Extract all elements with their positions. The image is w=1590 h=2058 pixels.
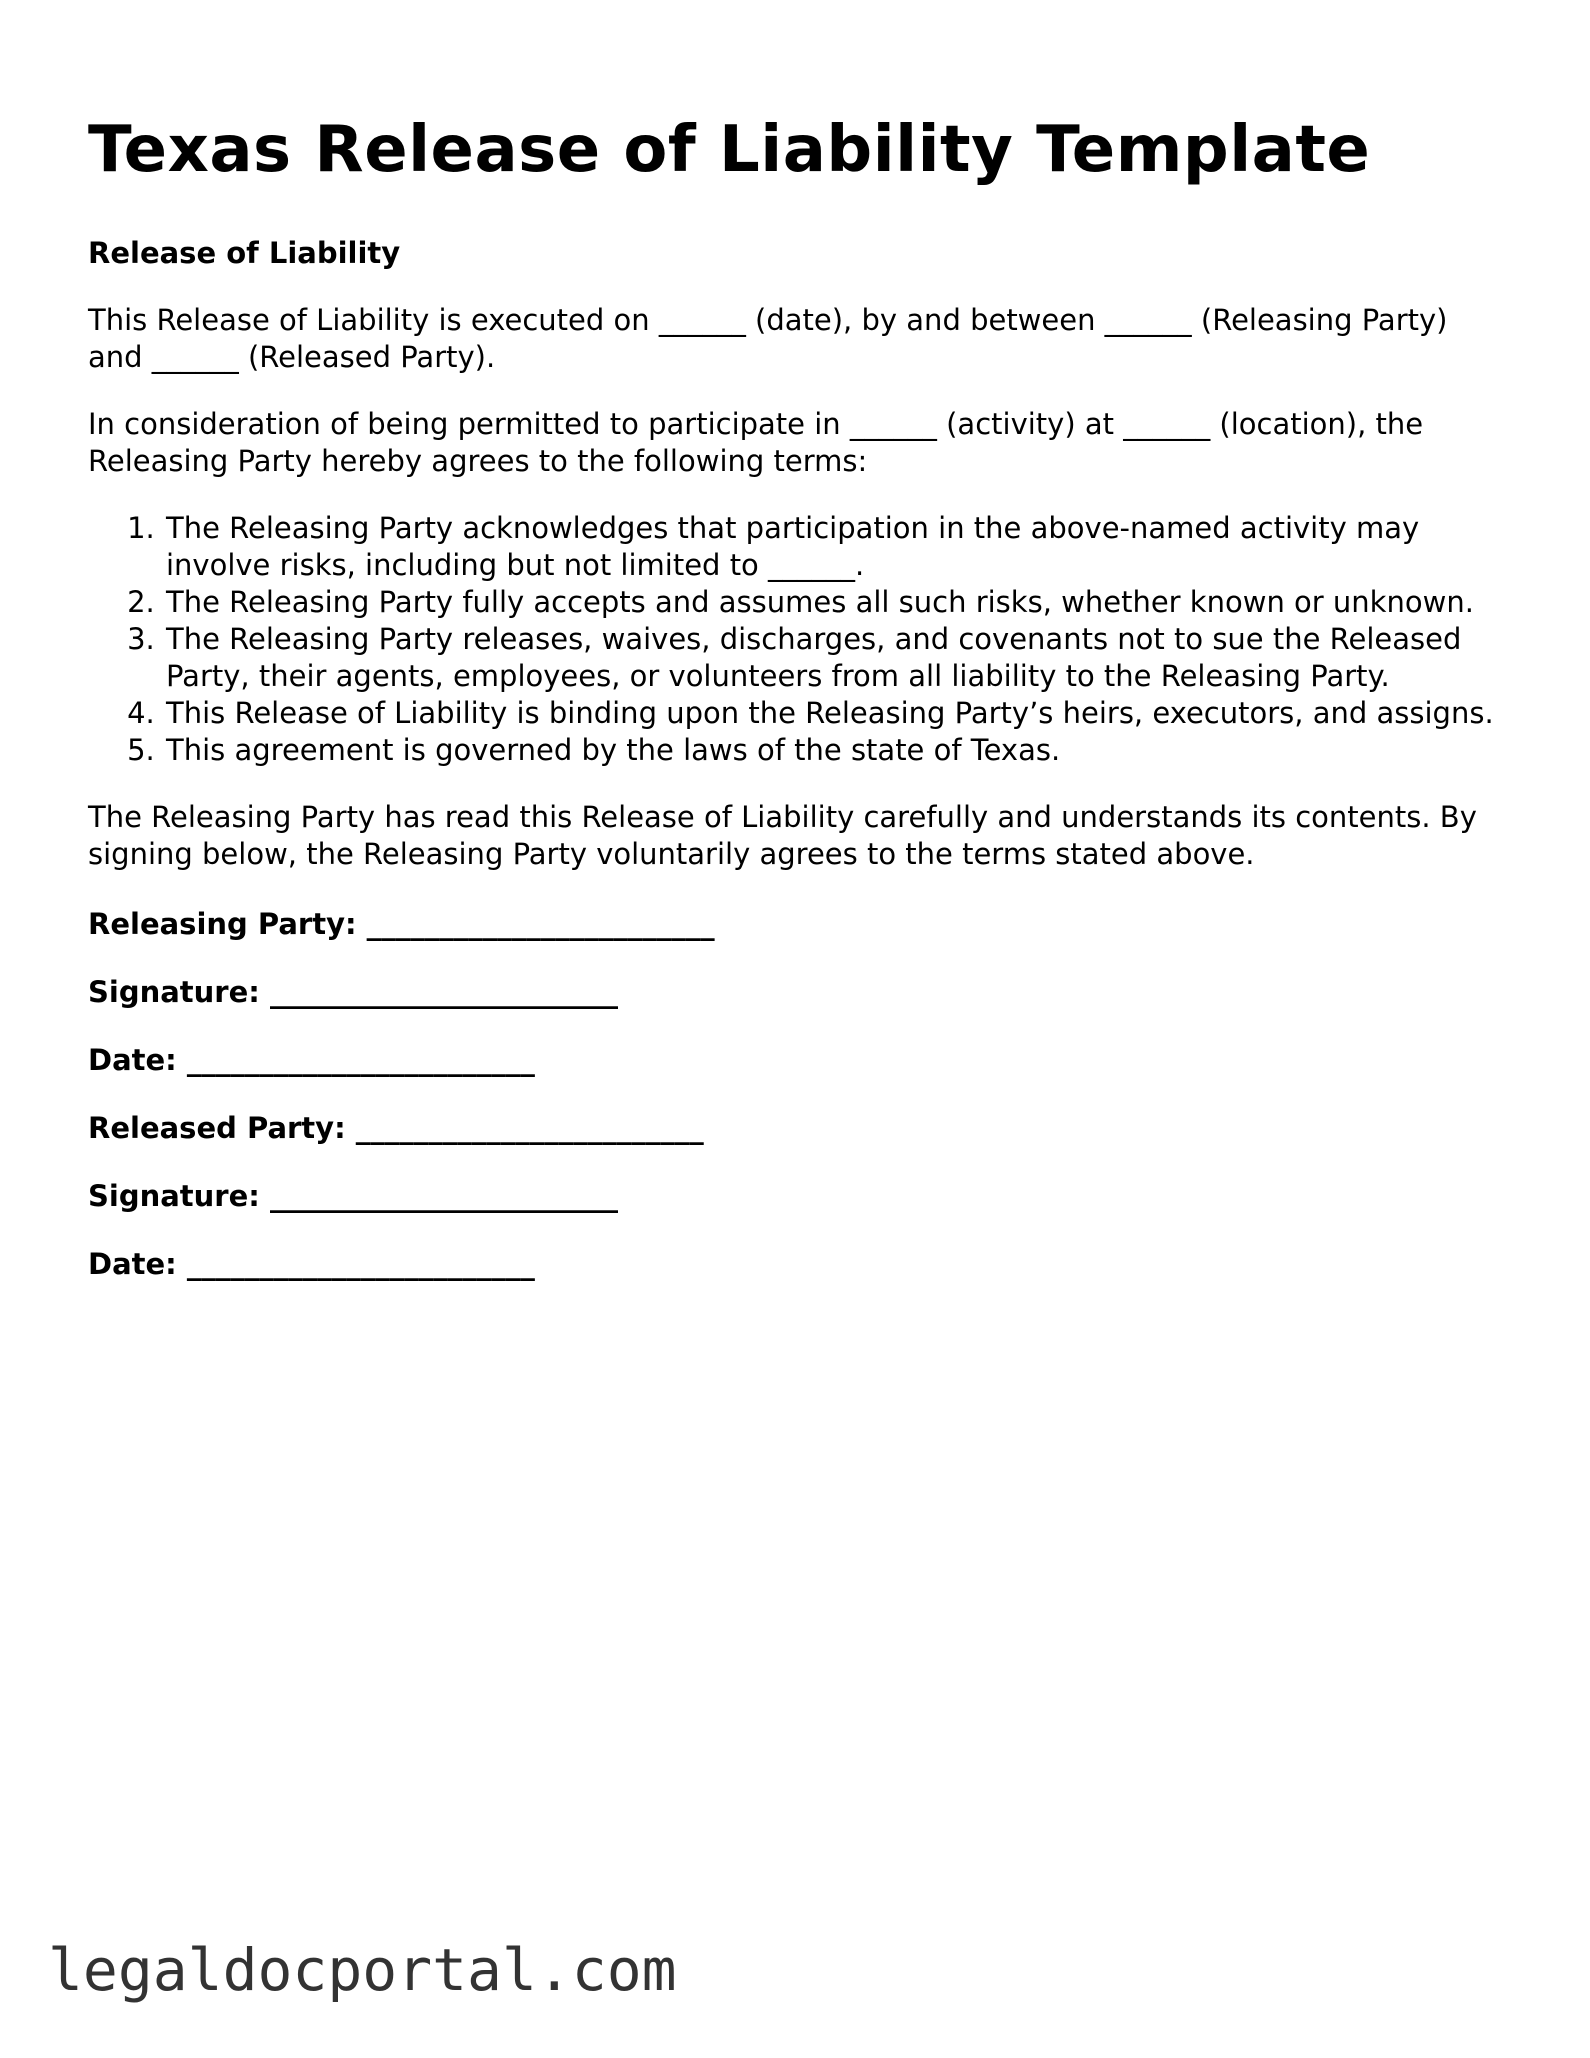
term-item: 4. This Release of Liability is binding upon the Releasing Party’s heirs, executors, and assigns. [164,695,1508,732]
signature-block [88,905,1508,1283]
released-signature-field: Signature: ________________________ [88,1179,618,1213]
term-item: 1. The Releasing Party acknowledges that participation in the above-named activity may involve risks, including but not limited to ______. [164,510,1508,584]
intro-paragraph: This Release of Liability is executed on ______ (date), by and between ______ (Releasing Party) and ______ (Released Party). [88,303,1448,374]
term-item: 5. This agreement is governed by the laws of the state of Texas. [164,732,1508,769]
released-party-field: Released Party: ________________________ [88,1111,704,1145]
releasing-party-field: Releasing Party: ________________________ [88,907,715,941]
released-date-field: Date: ________________________ [88,1247,535,1281]
terms-list [88,510,1508,769]
releasing-date-field: Date: ________________________ [88,1043,535,1077]
page-title: Texas Release of Liability Template [88,113,1371,187]
term-item: 2. The Releasing Party fully accepts and assumes all such risks, whether known or unknown. [164,584,1508,621]
document-page [88,108,1508,1283]
consideration-paragraph: In consideration of being permitted to participate in ______ (activity) at ______ (location), the Releasing Party hereby agrees to the following terms: [88,407,1424,478]
acknowledgment-paragraph: The Releasing Party has read this Release of Liability carefully and understands its contents. By signing below, the Releasing Party voluntarily agrees to the terms stated above. [88,800,1477,871]
releasing-signature-field: Signature: ________________________ [88,975,618,1009]
term-item: 3. The Releasing Party releases, waives, discharges, and covenants not to sue the Released Party, their agents, employees, or volunteers from all liability to the Releasing Party. [164,621,1508,695]
site-watermark: legaldocportal.com [48,1936,677,2004]
section-heading: Release of Liability [88,236,401,270]
